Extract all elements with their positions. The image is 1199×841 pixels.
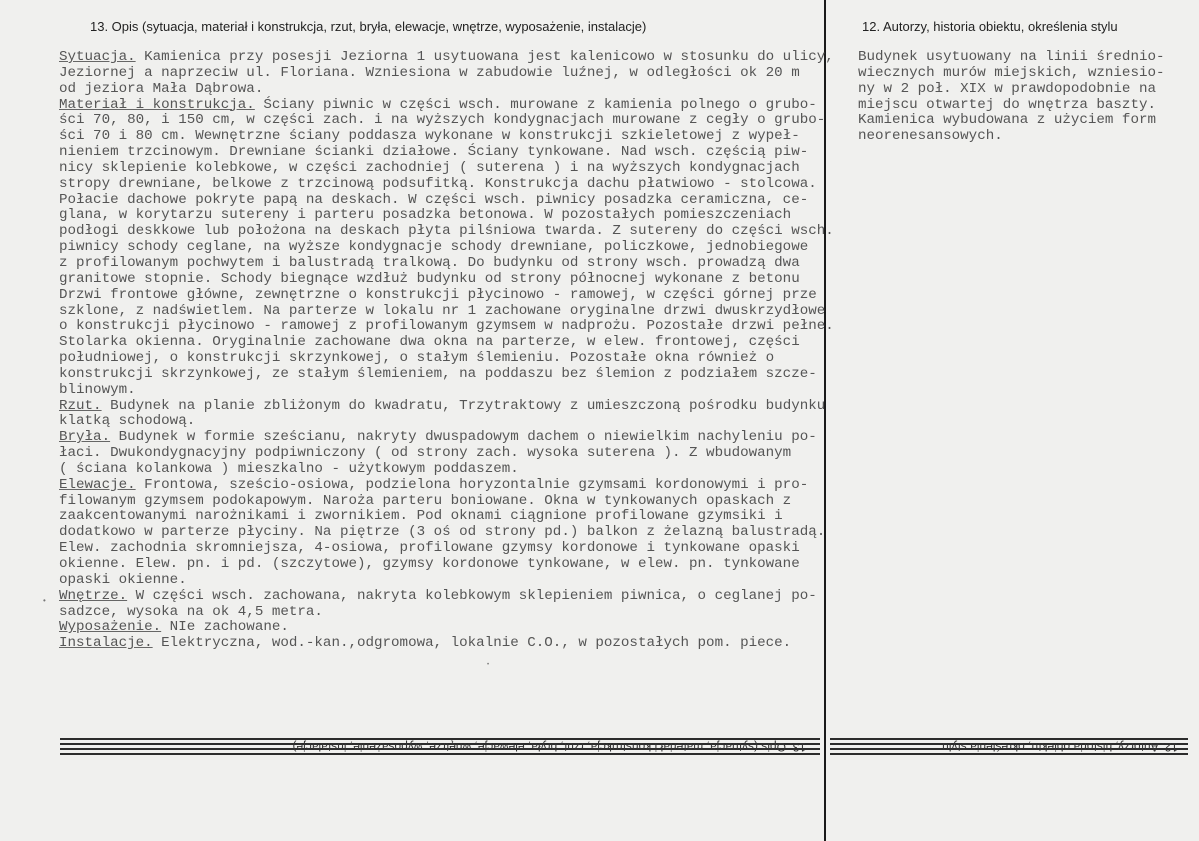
line-text: NIe zachowane. bbox=[161, 619, 289, 636]
text-line bbox=[59, 66, 829, 82]
text-line bbox=[59, 494, 829, 510]
line-text: opaski okienne. bbox=[59, 571, 187, 588]
line-text: Drzwi frontowe główne, zewnętrzne o konstrukcji płycinowo - ramowej, w części górnej prze bbox=[59, 286, 817, 303]
mirrored-band-right bbox=[830, 738, 1188, 764]
text-line bbox=[59, 177, 829, 193]
text-line bbox=[59, 557, 829, 573]
text-line bbox=[59, 478, 829, 494]
section-label: Wyposażenie. bbox=[59, 619, 162, 636]
line-text: Ściany piwnic w części wsch. murowane z kamienia polnego o grubo- bbox=[254, 96, 817, 113]
line-text: piwnicy schody ceglane, na wyższe kondygnacje schody drewniane, policzkowe, jednobiegowe bbox=[59, 239, 809, 256]
section-label: Rzut. bbox=[59, 397, 102, 414]
line-text: filowanym gzymsem podokapowym. Naroża parteru boniowane. Okna w tynkowanych opaskach z bbox=[59, 492, 792, 509]
line-text: blinowym. bbox=[59, 381, 136, 398]
section-label: Elewacje. bbox=[59, 476, 136, 493]
text-line bbox=[59, 256, 829, 272]
line-text: Połacie dachowe pokryte papą na deskach. W części wsch. piwnicy posadzka ceramiczna, ce- bbox=[59, 191, 809, 208]
section-12-header: 12. Autorzy, historia obiektu, określenia stylu bbox=[862, 19, 1118, 34]
line-text: nieniem trzcinowym. Drewniane ścianki działowe. Ściany tynkowane. Nad wsch. częścią piw- bbox=[59, 144, 809, 161]
line-text: zaakcentowanymi narożnikami i zwornikiem. Pod oknami ciągnione profilowane gzymsiki i bbox=[59, 508, 783, 525]
text-line bbox=[59, 620, 829, 636]
text-line bbox=[59, 145, 829, 161]
ink-dot: • bbox=[43, 596, 46, 605]
text-line bbox=[59, 223, 834, 240]
line-text: szklone, z nadświetlem. Na parterze w lokalu nr 1 zachowane oryginalne drzwi dwuskrzydłowe bbox=[59, 302, 826, 319]
text-line bbox=[59, 288, 829, 304]
text-line bbox=[59, 98, 829, 114]
line-text: dodatkowo w parterze płyciny. Na piętrze (3 oś od strony pd.) balkon z żelazną balustradą. bbox=[59, 524, 826, 541]
text-line bbox=[59, 193, 829, 209]
line-text: Jeziornej a naprzeciw ul. Floriana. Wzniesiona w zabudowie luźnej, w odległości ok 20 m bbox=[59, 64, 800, 81]
line-text: o konstrukcji płycinowo - ramowej z profilowanym gzymsem w nadprożu. Pozostałe drzwi pełne. bbox=[59, 318, 834, 335]
text-line: neorenesansowych. bbox=[858, 128, 1003, 145]
line-text: łaci. Dwukondygnacyjny podpiwniczony ( od strony zach. wysoka suterena ). Z wbudowanym bbox=[59, 445, 792, 462]
section-13-header: 13. Opis (sytuacja, materiał i konstrukcja, rzut, bryła, elewacje, wnętrze, wyposażenie, instalacje) bbox=[90, 19, 647, 34]
text-line bbox=[59, 541, 829, 557]
line-text: Frontowa, sześcio-osiowa, podzielona horyzontalnie gzymsami kordonowymi i pro- bbox=[135, 476, 809, 493]
text-line bbox=[59, 272, 829, 288]
text-line bbox=[59, 161, 829, 177]
mirrored-section-12-header: 12. Autorzy, historia obiektu, określenia stylu bbox=[942, 740, 1178, 754]
text-line bbox=[59, 335, 829, 351]
line-text: ści 70, 80, i 150 cm, w części zach. i na wyższych kondygnacjach murowane z cegły o grubo- bbox=[59, 112, 826, 129]
line-text: południowej, o konstrukcji skrzynkowej, o stałym ślemieniu. Pozostałe okna również o bbox=[59, 350, 775, 367]
text-line bbox=[59, 49, 834, 66]
section-label: Instalacje. bbox=[59, 635, 153, 652]
line-text: Stolarka okienna. Oryginalnie zachowane dwa okna na parterze, w elew. frontowej, części bbox=[59, 334, 800, 351]
mirrored-section-13-header: 13. Opis (sytuacja, materiał i konstrukcja, rzut, bryła, elewacje, wnętrze, wyposażenie, instalacje) bbox=[292, 740, 806, 754]
text-line bbox=[59, 383, 829, 399]
section-label: Sytuacja. bbox=[59, 49, 136, 65]
text-line bbox=[59, 367, 829, 383]
mirrored-band-left bbox=[60, 738, 820, 764]
line-text: sadzce, wysoka na ok 4,5 metra. bbox=[59, 603, 323, 620]
history-column bbox=[858, 50, 1178, 145]
line-text: okienne. Elew. pn. i pd. (szczytowe), gzymsy kordonowe tynkowane, w elew. pn. tynkowane bbox=[59, 556, 800, 572]
text-line bbox=[59, 605, 829, 621]
text-line bbox=[59, 430, 829, 446]
text-line bbox=[59, 414, 829, 430]
line-text: ( ściana kolankowa ) mieszkalno - użytkowym poddaszem. bbox=[59, 460, 519, 477]
text-line bbox=[59, 589, 829, 605]
ink-dot: • bbox=[487, 662, 490, 668]
line-text: z profilowanym pochwytem i balustradą tralkową. Do budynku od strony wsch. prowadzą dwa bbox=[59, 254, 800, 271]
line-text: glana, w korytarzu sutereny i parteru posadzka betonowa. W pozostałych pomieszczeniach bbox=[59, 207, 792, 224]
text-line bbox=[59, 446, 829, 462]
text-line bbox=[59, 208, 829, 224]
text-line: ny w 2 poł. XIX w prawdopodobnie na bbox=[858, 80, 1156, 97]
text-line bbox=[59, 636, 829, 652]
text-line: Budynek usytuowany na linii średnio- bbox=[858, 49, 1165, 65]
section-label: Materiał i konstrukcja. bbox=[59, 96, 255, 113]
line-text: Kamienica przy posesji Jeziorna 1 usytuowana jest kalenicowo w stosunku do ulicy, bbox=[135, 49, 834, 65]
text-line bbox=[59, 399, 829, 415]
line-text: nicy sklepienie kolebkowe, w części zachodniej ( suterena ) i na wyższych kondygnacjach bbox=[59, 159, 800, 176]
line-text: Elektryczna, wod.-kan.,odgromowa, lokalnie C.O., w pozostałych pom. piece. bbox=[152, 635, 792, 652]
text-line bbox=[59, 351, 829, 367]
text-line bbox=[59, 113, 829, 129]
line-text: W części wsch. zachowana, nakryta kolebkowym sklepieniem piwnica, o ceglanej po- bbox=[127, 587, 817, 604]
line-text: granitowe stopnie. Schody biegnące wzdłuż budynku od strony północnej wykonane z betonu bbox=[59, 270, 800, 287]
line-text: podłogi deskkowe lub położona na deskach płyta pilśniowa twarda. Z sutereny do części wsch. bbox=[59, 223, 834, 240]
text-line bbox=[59, 573, 829, 589]
text-line bbox=[59, 240, 829, 256]
text-line bbox=[59, 509, 829, 525]
text-line: Kamienica wybudowana z użyciem form bbox=[858, 112, 1156, 129]
line-text: klatką schodową. bbox=[59, 413, 196, 430]
text-line bbox=[59, 318, 834, 335]
text-line bbox=[59, 82, 829, 98]
line-text: konstrukcji skrzynkowej, ze stałym ślemieniem, na poddaszu bez ślemion z podziałem szcze- bbox=[59, 365, 817, 382]
section-label: Bryła. bbox=[59, 429, 111, 446]
text-line bbox=[59, 525, 829, 541]
description-column bbox=[59, 49, 834, 652]
section-label: Wnętrze. bbox=[59, 587, 128, 604]
text-line bbox=[59, 462, 829, 478]
line-text: stropy drewniane, belkowe z trzcinową podsufitką. Konstrukcja dachu płatwiowo - stolcowa. bbox=[59, 175, 817, 192]
line-text: Budynek na planie zbliżonym do kwadratu, Trzytraktowy z umieszczoną pośrodku budynku bbox=[101, 397, 826, 414]
text-line: wiecznych murów miejskich, wzniesio- bbox=[858, 64, 1165, 81]
text-line bbox=[59, 304, 829, 320]
text-line bbox=[59, 129, 829, 145]
line-text: Elew. zachodnia skromniejsza, 4-osiowa, profilowane gzymsy kordonowe i tynkowane opaski bbox=[59, 540, 800, 557]
text-line: miejscu otwartej do wnętrza baszty. bbox=[858, 96, 1156, 113]
line-text: Budynek w formie sześcianu, nakryty dwuspadowym dachem o niewielkim nachyleniu po- bbox=[110, 429, 817, 446]
line-text: ści 70 i 80 cm. Wewnętrzne ściany poddasza wykonane w konstrukcji szkieletowej z wypeł- bbox=[59, 128, 800, 145]
line-text: od jeziora Mała Dąbrowa. bbox=[59, 80, 264, 97]
